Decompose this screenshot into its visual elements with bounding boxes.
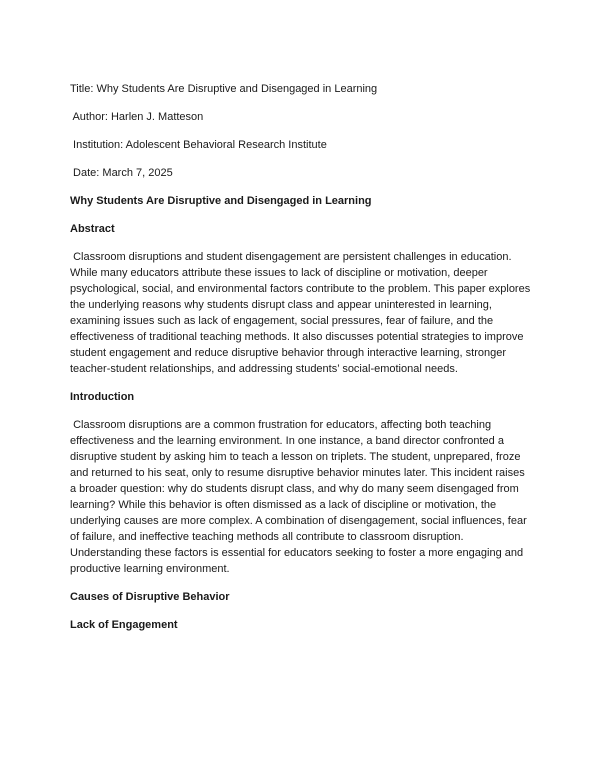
abstract-body: Classroom disruptions and student disengagement are persistent challenges in education. While many educators attribute these issues to lack of discipline or motivation, deeper psychological, social, and environmental factors contribute to the problem. This paper explores the underlying reasons why students disrupt class and appear uninterested in learning, examining issues such as lack of engagement, social pressures, fear of failure, and the effectiveness of traditional teaching methods. It also discusses potential strategies to improve student engagement and reduce disruptive behavior through interactive learning, stronger teacher-student relationships, and addressing students’ social-emotional needs. xyxy=(70,251,534,375)
meta-institution: Institution: Adolescent Behavioral Research Institute xyxy=(70,139,327,151)
lack-of-engagement-heading: Lack of Engagement xyxy=(70,619,178,631)
meta-date: Date: March 7, 2025 xyxy=(70,167,173,179)
meta-title: Title: Why Students Are Disruptive and Disengaged in Learning xyxy=(70,83,378,95)
document-body xyxy=(70,81,532,645)
causes-heading: Causes of Disruptive Behavior xyxy=(70,591,230,603)
meta-author: Author: Harlen J. Matteson xyxy=(70,111,204,123)
abstract-heading: Abstract xyxy=(70,223,115,235)
introduction-body: Classroom disruptions are a common frustration for educators, affecting both teaching effectiveness and the learning environment. In one instance, a band director confronted a disruptive student by asking him to teach a lesson on triplets. The student, unprepared, froze and returned to his seat, only to resume disruptive behavior minutes later. This incident raises a broader question: why do students disrupt class, and why do many seem disengaged from learning? While this behavior is often dismissed as a lack of discipline or motivation, the underlying causes are more complex. A combination of disengagement, social influences, fear of failure, and ineffective teaching methods all contribute to classroom disruption. Understanding these factors is essential for educators seeking to foster a more engaging and productive learning environment. xyxy=(70,419,530,575)
introduction-heading: Introduction xyxy=(70,391,135,403)
paper-title: Why Students Are Disruptive and Disengaged in Learning xyxy=(70,195,372,207)
